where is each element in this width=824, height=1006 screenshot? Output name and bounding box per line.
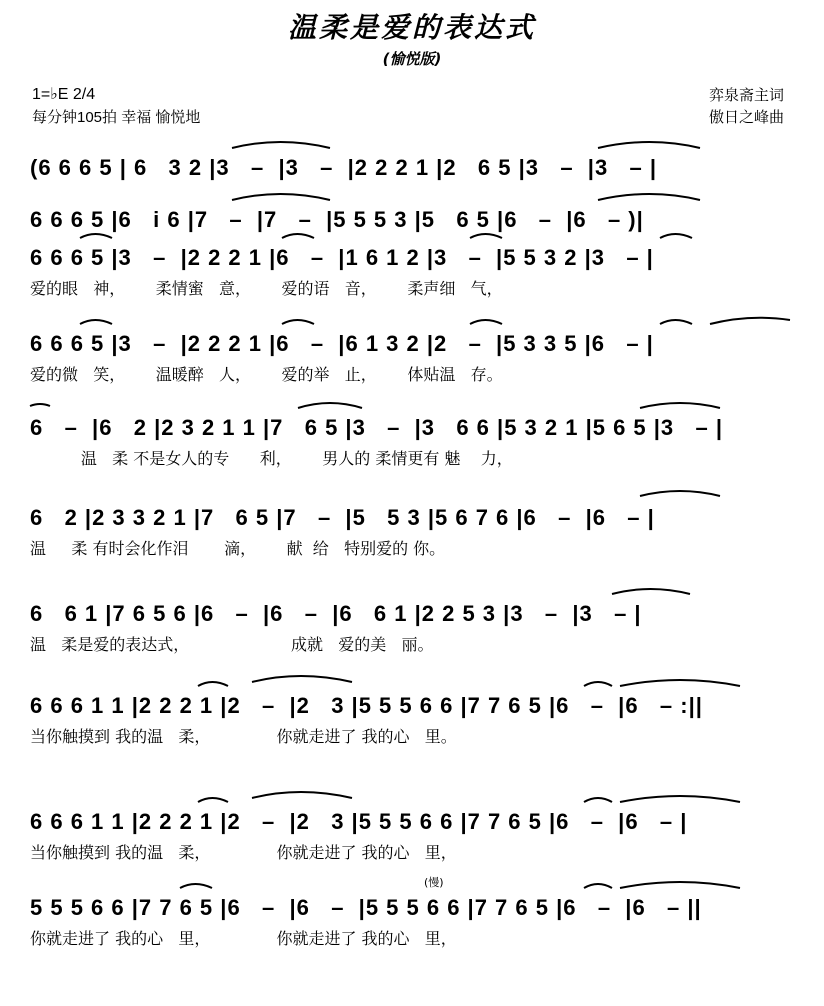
notation-line: 6 6 6 1 1 |2 2 2 1 |2 – |2 3 |5 5 5 6 6 |7 7 6 5 |6 – |6 – :|| (30, 693, 703, 718)
notation-line: 6 – |6 2 |2 3 2 1 1 |7 6 5 |3 – |3 6 6 |5 3 2 1 |5 6 5 |3 – | (30, 415, 724, 440)
notation-line: (6 6 6 5 | 6 3 2 |3 – |3 – |2 2 2 1 |2 6 5 |3 – |3 – | (30, 155, 658, 180)
lyric-line: 你就走进了 我的心 里， 你就走进了 我的心 里， (30, 929, 457, 948)
score-system-6 (0, 490, 824, 568)
score-system-8 (0, 678, 824, 756)
lyric-line: 当你触摸到 我的温 柔， 你就走进了 我的心 里。 (30, 727, 457, 746)
score-system-10 (0, 876, 824, 958)
score-system-3 (0, 230, 824, 308)
score-system-9 (0, 794, 824, 872)
key-signature: 1=♭E 2/4 (32, 86, 96, 103)
lyric-line: 爱的眼 神， 柔情蜜 意， 爱的语 音， 柔声细 气， (30, 279, 503, 298)
notation-line: 6 6 6 5 |6 i 6 |7 – |7 – |5 5 5 3 |5 6 5 |6 – |6 – )| (30, 207, 644, 232)
lyric-line: 温 柔是爱的表达式， 成就 爱的美 丽。 (30, 635, 434, 654)
lyric-line: 温 柔 不是女人的专 利， 男人的 柔情更有 魅 力， (30, 449, 513, 468)
notation-line: 6 6 6 1 1 |2 2 2 1 |2 – |2 3 |5 5 5 6 6 |7 7 6 5 |6 – |6 – | (30, 809, 688, 834)
notation-line: 6 6 1 |7 6 5 6 |6 – |6 – |6 6 1 |2 2 5 3 |3 – |3 – | (30, 601, 642, 626)
lyric-line: 温 柔 有时会化作泪 滴， 献 给 特别爱的 你。 (30, 539, 446, 558)
score-system-7 (0, 586, 824, 664)
song-subtitle: (愉悦版) (382, 50, 442, 68)
score-system-5 (0, 400, 824, 478)
slow-tempo-mark: (慢) (424, 876, 444, 889)
notation-line: 6 6 6 5 |3 – |2 2 2 1 |6 – |1 6 1 2 |3 – |5 5 3 2 |3 – | (30, 245, 654, 270)
lyricist-credit: 弈泉斋主词 (708, 87, 784, 104)
tempo-marking: 每分钟105拍 幸福 愉悦地 (32, 109, 201, 126)
notation-line: 6 2 |2 3 3 2 1 |7 6 5 |7 – |5 5 3 |5 6 7 6 |6 – |6 – | (30, 505, 655, 530)
score-system-4 (0, 316, 824, 394)
notation-line: 5 5 5 6 6 |7 7 6 5 |6 – |6 – |5 5 5 6 6 |7 7 6 5 |6 – |6 – || (30, 895, 702, 920)
lyric-line: 爱的微 笑， 温暖醉 人， 爱的举 止， 体贴温 存。 (30, 365, 503, 384)
song-title: 温柔是爱的表达式 (287, 11, 536, 44)
notation-line: 6 6 6 5 |3 – |2 2 2 1 |6 – |6 1 3 2 |2 – |5 3 3 5 |6 – | (30, 331, 654, 356)
composer-credit: 傲日之峰曲 (708, 109, 784, 126)
lyric-line: 当你触摸到 我的温 柔， 你就走进了 我的心 里， (30, 843, 457, 862)
